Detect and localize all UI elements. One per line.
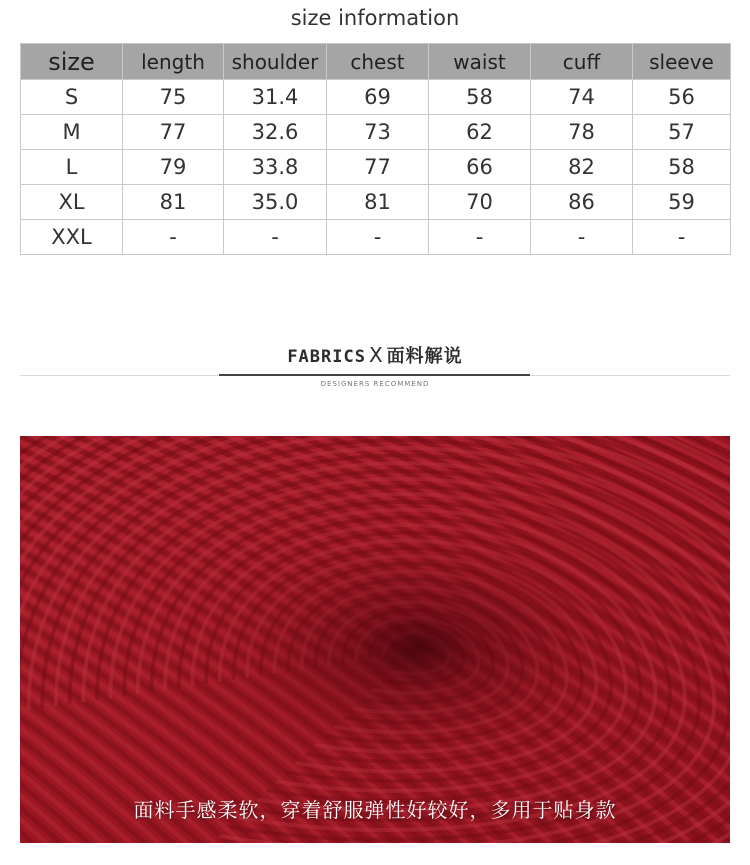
header-waist: waist: [429, 44, 531, 80]
fabrics-caption: 面料手感柔软，穿着舒服弹性好较好，多用于贴身款: [133, 798, 617, 822]
cell-chest: -: [327, 220, 429, 255]
table-row: [21, 80, 731, 115]
cell-shoulder: 35.0: [224, 185, 327, 220]
cell-size: XXL: [21, 220, 123, 255]
cell-length: 75: [123, 80, 224, 115]
cell-waist: 66: [429, 150, 531, 185]
header-sleeve: sleeve: [633, 44, 731, 80]
fabrics-title-cn: 面料解说: [386, 346, 463, 367]
cell-size: L: [21, 150, 123, 185]
table-row: [21, 220, 731, 255]
header-shoulder: shoulder: [224, 44, 327, 80]
size-table: [20, 43, 731, 255]
cell-length: -: [123, 220, 224, 255]
cell-length: 81: [123, 185, 224, 220]
cell-shoulder: 31.4: [224, 80, 327, 115]
cell-cuff: 86: [531, 185, 633, 220]
cell-chest: 81: [327, 185, 429, 220]
cell-chest: 77: [327, 150, 429, 185]
cell-waist: 58: [429, 80, 531, 115]
cell-cuff: -: [531, 220, 633, 255]
table-row: [21, 150, 731, 185]
table-row: [21, 185, 731, 220]
header-size: size: [21, 44, 123, 80]
cell-cuff: 82: [531, 150, 633, 185]
fabrics-title-en: FABRICS: [287, 347, 366, 367]
fabrics-title-separator: X: [368, 343, 384, 367]
cell-shoulder: 32.6: [224, 115, 327, 150]
cell-length: 77: [123, 115, 224, 150]
header-cuff: cuff: [531, 44, 633, 80]
cell-shoulder: -: [224, 220, 327, 255]
cell-waist: 70: [429, 185, 531, 220]
divider-dark: [219, 374, 530, 376]
cell-size: S: [21, 80, 123, 115]
cell-sleeve: 59: [633, 185, 731, 220]
size-info-title: size information: [290, 6, 460, 30]
fabrics-subtitle: DESIGNERS RECOMMEND: [320, 380, 430, 388]
cell-cuff: 74: [531, 80, 633, 115]
cell-sleeve: 57: [633, 115, 731, 150]
cell-cuff: 78: [531, 115, 633, 150]
cell-shoulder: 33.8: [224, 150, 327, 185]
cell-chest: 69: [327, 80, 429, 115]
cell-sleeve: -: [633, 220, 731, 255]
size-table-header-row: [21, 44, 731, 80]
table-row: [21, 115, 731, 150]
ribbed-knit-fabric-photo: [20, 436, 730, 843]
cell-sleeve: 58: [633, 150, 731, 185]
fabrics-title: [0, 342, 750, 368]
header-chest: chest: [327, 44, 429, 80]
cell-waist: 62: [429, 115, 531, 150]
fabric-texture-icon: [20, 436, 730, 843]
cell-size: XL: [21, 185, 123, 220]
header-length: length: [123, 44, 224, 80]
cell-sleeve: 56: [633, 80, 731, 115]
cell-chest: 73: [327, 115, 429, 150]
cell-waist: -: [429, 220, 531, 255]
cell-length: 79: [123, 150, 224, 185]
cell-size: M: [21, 115, 123, 150]
fabrics-section-header: [0, 338, 750, 398]
